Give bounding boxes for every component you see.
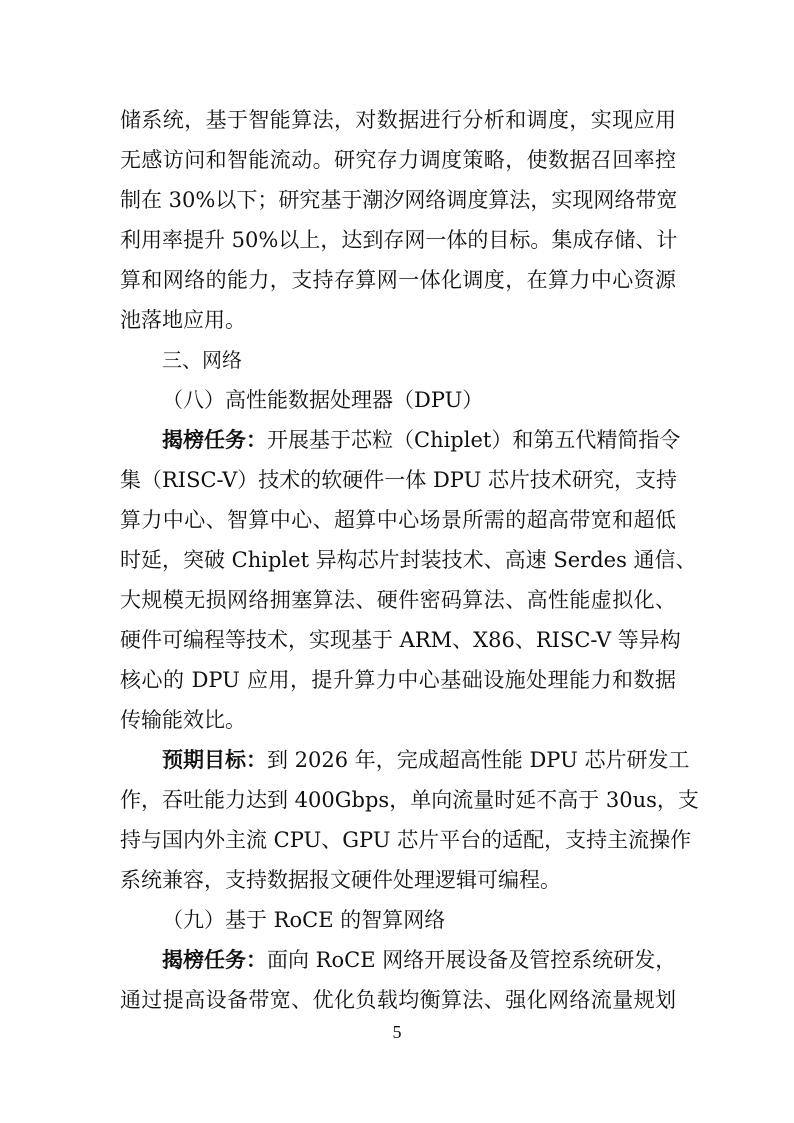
item-title: （九）基于 RoCE 的智算网络 [162,908,446,932]
goal-text: 到 2026 年，完成超高性能 DPU 芯片研发工 [267,748,690,772]
paragraph-line: 通过提高设备带宽、优化负载均衡算法、强化网络流量规划 [120,988,676,1012]
page-number: 5 [392,1022,402,1042]
section-heading: 三、网络 [162,348,242,372]
item-title: （八）高性能数据处理器（DPU） [162,388,484,412]
task-label: 揭榜任务： [162,428,267,452]
paragraph-line: 算和网络的能力，支持存算网一体化调度，在算力中心资源 [120,268,676,292]
paragraph-line: 利用率提升 50%以上，达到存网一体的目标。集成存储、计 [120,228,678,252]
paragraph-line: 作，吞吐能力达到 400Gbps，单向流量时延不高于 30us，支 [120,788,699,812]
paragraph-line: 时延，突破 Chiplet 异构芯片封装技术、高速 Serdes 通信、 [120,548,697,572]
paragraph-line: 无感访问和智能流动。研究存力调度策略，使数据召回率控 [120,148,676,172]
paragraph-line: 池落地应用。 [120,308,246,332]
paragraph-line: 系统兼容，支持数据报文硬件处理逻辑可编程。 [120,868,561,892]
goal-label: 预期目标： [162,748,267,772]
task-first-line [120,940,676,980]
paragraph-line: 硬件可编程等技术，实现基于 ARM、X86、RISC-V 等异构 [120,628,681,652]
paragraph-line: 持与国内外主流 CPU、GPU 芯片平台的适配，支持主流操作 [120,828,692,852]
paragraph-line: 传输能效比。 [120,708,246,732]
paragraph-line: 集（RISC-V）技术的软硬件一体 DPU 芯片技术研究，支持 [120,468,677,492]
paragraph-line: 大规模无损网络拥塞算法、硬件密码算法、高性能虚拟化、 [120,588,676,612]
paragraph-line: 储系统，基于智能算法，对数据进行分析和调度，实现应用 [120,108,676,132]
task-text: 开展基于芯粒（Chiplet）和第五代精简指令 [267,428,681,452]
paragraph-line: 核心的 DPU 应用，提升算力中心基础设施处理能力和数据 [120,668,676,692]
task-label: 揭榜任务： [162,948,267,972]
paragraph-line: 制在 30%以下；研究基于潮汐网络调度算法，实现网络带宽 [120,188,678,212]
task-first-line [120,420,681,460]
paragraph-line: 算力中心、智算中心、超算中心场景所需的超高带宽和超低 [120,508,676,532]
goal-first-line [120,740,690,780]
task-text: 面向 RoCE 网络开展设备及管控系统研发， [267,948,677,972]
